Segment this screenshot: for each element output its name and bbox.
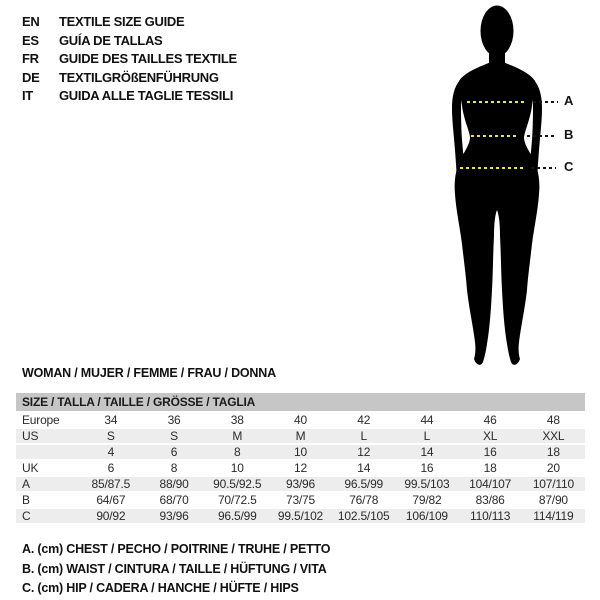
size-table-row [16,444,585,460]
size-table-cell: M [206,428,269,444]
waist-leader-line [527,135,554,137]
language-row-en [22,13,237,32]
size-table-row [16,428,585,444]
size-table-row [16,492,585,508]
language-code: ES [22,32,39,48]
size-table-cell: 99.5/103 [395,476,458,492]
size-table-cell: 20 [522,460,585,476]
size-table-cell: S [142,428,205,444]
size-table-header: SIZE / TALLA / TAILLE / GRÖSSE / TAGLIA [16,393,585,412]
legend-chest: A. (cm) CHEST / PECHO / POITRINE / TRUHE / PETTO [22,542,331,556]
size-table-cell: 12 [332,444,395,460]
size-table-cell: 16 [459,444,522,460]
waist-marker-label: B [564,127,574,142]
size-table-cell: 12 [269,460,332,476]
size-table-cell: XXL [522,428,585,444]
hip-leader-line [531,167,556,169]
hip-marker-label: C [564,159,574,174]
language-list [22,13,237,106]
size-table-cell: 70/72.5 [206,492,269,508]
size-table-cell: 114/119 [522,508,585,524]
size-table-cell: 104/107 [459,476,522,492]
size-table-cell: 8 [142,460,205,476]
size-table-cell: 83/86 [459,492,522,508]
size-table-cell: 4 [79,444,142,460]
size-table-cell: S [79,428,142,444]
size-table-cell: M [269,428,332,444]
hip-dash-line [460,167,524,169]
size-table-cell: 40 [269,412,332,428]
size-table-cell: 14 [395,444,458,460]
size-table-row-label: B [16,492,79,508]
language-label: GUÍA DE TALLAS [59,32,163,48]
size-table-cell: 107/110 [522,476,585,492]
size-table-cell: 18 [459,460,522,476]
size-table-cell: 76/78 [332,492,395,508]
size-table-cell: 93/96 [269,476,332,492]
language-code: FR [22,51,39,66]
chest-dash-line [467,101,525,103]
size-table-cell: 38 [206,412,269,428]
size-table-cell: 99.5/102 [269,508,332,524]
measurement-legend [22,540,330,599]
chest-leader-line [533,101,558,103]
woman-silhouette [447,4,547,369]
size-table-cell: 90/92 [79,508,142,524]
size-table-cell: 16 [395,460,458,476]
size-table-row-label: US [16,428,79,444]
size-table-cell: 46 [459,412,522,428]
size-table-row-label: Europe [16,412,79,428]
size-table-cell: 93/96 [142,508,205,524]
language-label: GUIDE DES TAILLES TEXTILE [59,51,237,66]
size-table-header-row [16,393,585,412]
size-table-cell: 110/113 [459,508,522,524]
size-table-cell: 8 [206,444,269,460]
language-code: EN [22,14,40,29]
size-table-cell: 44 [395,412,458,428]
language-row-it [22,87,237,106]
size-table-cell: 36 [142,412,205,428]
language-row-fr [22,50,237,69]
size-table-cell: 85/87.5 [79,476,142,492]
size-table-row [16,508,585,524]
size-table-cell: 6 [142,444,205,460]
size-table-row-label: UK [16,460,79,476]
size-table-cell: 64/67 [79,492,142,508]
size-table-cell: XL [459,428,522,444]
size-table [16,393,585,525]
size-table-row-label [16,444,79,460]
size-table-row-label: C [16,508,79,524]
waist-dash-line [471,135,519,137]
size-table-cell: 87/90 [522,492,585,508]
size-table-cell: 48 [522,412,585,428]
size-table-cell: 18 [522,444,585,460]
size-table-cell: 34 [79,412,142,428]
size-table-row [16,460,585,476]
size-table-row [16,412,585,428]
language-code: DE [22,69,40,85]
legend-waist: B. (cm) WAIST / CINTURA / TAILLE / HÜFTUNG / VITA [22,561,327,576]
size-table-cell: 102.5/105 [332,508,395,524]
silhouette-head [481,6,514,57]
language-row-es [22,32,237,51]
size-table-cell: 79/82 [395,492,458,508]
size-table-cell: 96.5/99 [332,476,395,492]
size-table-row [16,476,585,492]
language-label: TEXTILGRÖßENFÜHRUNG [59,69,219,85]
language-code: IT [22,88,33,103]
language-row-de [22,69,237,88]
legend-hip: C. (cm) HIP / CADERA / HANCHE / HÜFTE / HIPS [22,581,299,595]
size-table-cell: L [395,428,458,444]
size-table-cell: 106/109 [395,508,458,524]
size-table-cell: 42 [332,412,395,428]
size-table-cell: 96.5/99 [206,508,269,524]
size-table-row-label: A [16,476,79,492]
size-table-cell: 68/70 [142,492,205,508]
size-table-cell: 6 [79,460,142,476]
size-table-cell: 10 [206,460,269,476]
size-table-cell: 88/90 [142,476,205,492]
size-table-cell: 10 [269,444,332,460]
chest-marker-label: A [564,93,574,108]
measurement-figure [447,4,597,369]
size-table-cell: 14 [332,460,395,476]
size-table-cell: L [332,428,395,444]
language-label: GUIDA ALLE TAGLIE TESSILI [59,88,234,103]
size-table-cell: 90.5/92.5 [206,476,269,492]
size-table-cell: 73/75 [269,492,332,508]
section-title: WOMAN / MUJER / FEMME / FRAU / DONNA [22,366,276,380]
language-label: TEXTILE SIZE GUIDE [59,14,185,29]
